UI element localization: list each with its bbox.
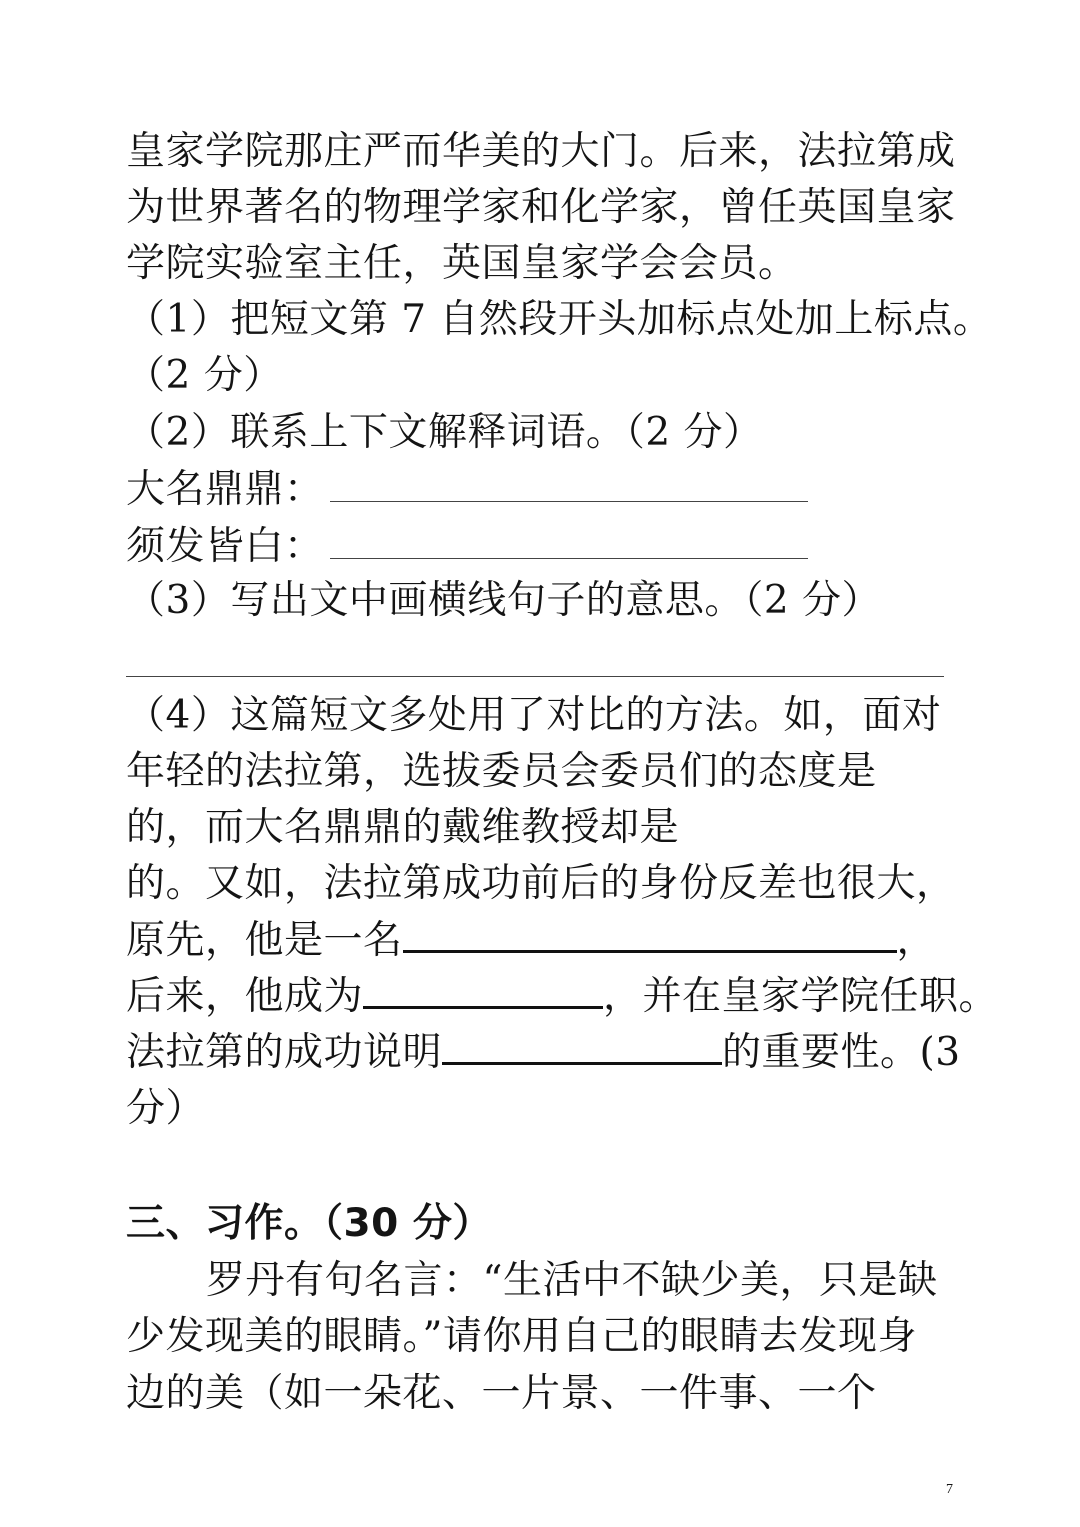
answer-blank[interactable] — [330, 528, 808, 559]
question-4-line: （4）这篇短文多处用了对比的方法。如，面对 — [126, 693, 942, 738]
line-text: ，并在皇家学院任职。 — [603, 974, 999, 1019]
paragraph-line: 学院实验室主任，英国皇家学会会员。 — [126, 241, 798, 286]
question-4-line: 的。又如，法拉第成功前后的身份反差也很大， — [126, 861, 956, 906]
question-4-line — [126, 1028, 961, 1076]
line-text: 的重要性。(3 — [722, 1030, 961, 1075]
paragraph-line: 为世界著名的物理学家和化学家，曾任英国皇家 — [126, 185, 956, 230]
question-1: （1）把短文第 7 自然段开头加标点处加上标点。 — [126, 297, 993, 342]
question-4-line — [126, 916, 936, 964]
question-4-line — [126, 972, 998, 1020]
question-2-term-2 — [126, 523, 808, 571]
page-number: 7 — [946, 1482, 953, 1497]
question-1-score: （2 分） — [126, 353, 283, 398]
answer-blank[interactable] — [363, 972, 603, 1009]
answer-blank[interactable] — [330, 471, 808, 502]
line-text: ， — [896, 918, 937, 963]
paragraph-line: 皇家学院那庄严而华美的大门。后来，法拉第成 — [126, 129, 956, 174]
question-4-line: 分） — [126, 1086, 206, 1131]
question-2: （2）联系上下文解释词语。（2 分） — [126, 410, 763, 455]
answer-line[interactable] — [126, 676, 944, 677]
term-label: 大名鼎鼎： — [126, 467, 324, 512]
composition-line: 边的美（如一朵花、一片景、一件事、一个 — [126, 1371, 877, 1416]
question-3: （3）写出文中画横线句子的意思。（2 分） — [126, 578, 882, 623]
section-title: 三、习作。（30 分） — [126, 1201, 492, 1246]
line-text: 后来，他成为 — [126, 974, 364, 1019]
term-label: 须发皆白： — [126, 524, 324, 569]
answer-blank[interactable] — [442, 1028, 722, 1065]
composition-line: 少发现美的眼睛。”请你用自己的眼睛去发现身 — [126, 1314, 917, 1359]
composition-line: 罗丹有句名言：“生活中不缺少美，只是缺 — [206, 1258, 938, 1303]
answer-blank[interactable] — [403, 916, 897, 953]
question-2-term-1 — [126, 466, 808, 514]
line-text: 原先，他是一名 — [126, 918, 403, 963]
question-4-line: 年轻的法拉第，选拔委员会委员们的态度是 — [126, 749, 877, 794]
line-text: 法拉第的成功说明 — [126, 1030, 443, 1075]
question-4-line: 的，而大名鼎鼎的戴维教授却是 — [126, 805, 680, 850]
